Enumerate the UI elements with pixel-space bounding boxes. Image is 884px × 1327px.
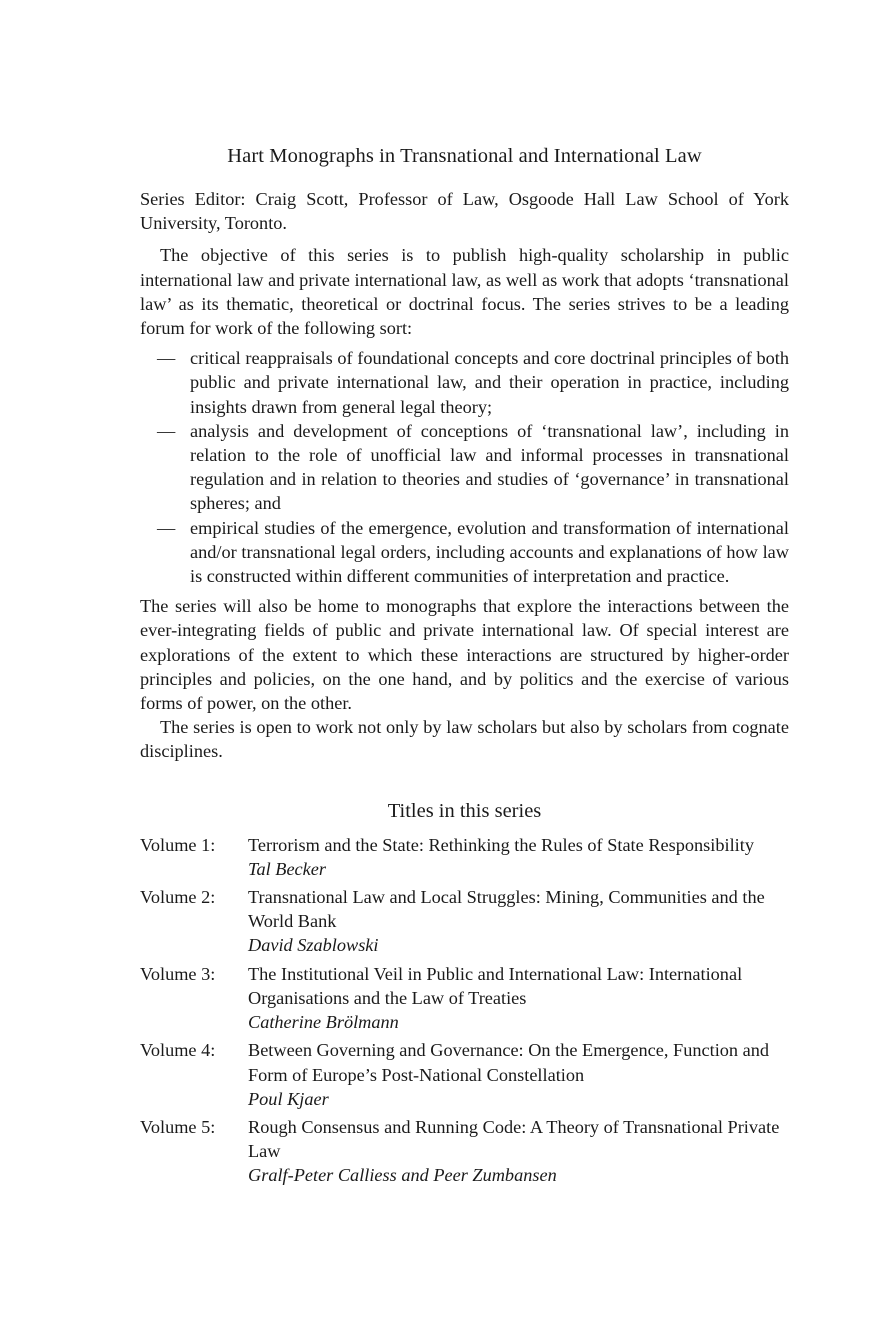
- volume-label: Volume 3:: [140, 963, 216, 984]
- dash-mark: —: [157, 420, 176, 441]
- dash-mark: —: [157, 348, 176, 369]
- volume-entry: [140, 1115, 789, 1188]
- volume-entry: [140, 1038, 789, 1111]
- objective-paragraph: The objective of this series is to publish high-quality scholarship in public international law and private international law, as well as work that adopts ‘transnational law’ as its thematic, theoretical or doctrinal focus. The series strives to be a leading forum for work of the following sort:: [140, 245, 789, 339]
- volume-author: David Szablowski: [248, 935, 379, 956]
- volume-author: Catherine Brölmann: [248, 1012, 399, 1033]
- list-item: [140, 346, 789, 419]
- volume-label: Volume 2:: [140, 887, 216, 908]
- focus-list: [140, 346, 789, 588]
- volume-author: Gralf-Peter Calliess and Peer Zumbansen: [248, 1165, 557, 1186]
- list-item-text: critical reappraisals of foundational concepts and core doctrinal principles of both public and private international law, and their operation in practice, including insights drawn from general legal theory;: [190, 348, 789, 417]
- volume-label: Volume 5:: [140, 1116, 216, 1137]
- volume-entry: [140, 885, 789, 958]
- list-item-text: empirical studies of the emergence, evolution and transformation of international and/or transnational legal orders, including accounts and explanations of how law is constructed within different communities of interpretation and practice.: [190, 517, 789, 587]
- series-title: Hart Monographs in Transnational and International Law: [227, 145, 702, 167]
- volume-title: Terrorism and the State: Rethinking the Rules of State Responsibility: [248, 834, 754, 855]
- open-paragraph: The series is open to work not only by law scholars but also by scholars from cognate disciplines.: [140, 717, 789, 762]
- volume-author: Tal Becker: [248, 858, 327, 879]
- volume-title: The Institutional Veil in Public and International Law: International Organisations and the Law of Treaties: [248, 963, 743, 1008]
- dash-mark: —: [157, 517, 176, 538]
- list-item-text: analysis and development of conceptions of ‘transnational law’, including in relation to the role of unofficial law and informal processes in transnational regulation and in relation to theories and studies of ‘governance’ in transnational spheres; and: [190, 420, 789, 514]
- volume-title: Between Governing and Governance: On the Emergence, Function and Form of Europe’s Post-National Constellation: [248, 1040, 770, 1085]
- volume-title: Rough Consensus and Running Code: A Theory of Transnational Private Law: [248, 1116, 780, 1162]
- volume-author: Poul Kjaer: [248, 1088, 329, 1109]
- volume-label: Volume 4:: [140, 1040, 216, 1061]
- volume-title: Transnational Law and Local Struggles: Mining, Communities and the World Bank: [248, 887, 765, 932]
- series-editor: Series Editor: Craig Scott, Professor of Law, Osgoode Hall Law School of York University, Toronto.: [140, 189, 789, 234]
- list-item: [140, 419, 789, 516]
- page-body: [140, 140, 789, 1192]
- volume-entry: [140, 833, 789, 881]
- volume-entry: [140, 962, 789, 1035]
- titles-heading: Titles in this series: [387, 799, 542, 822]
- monographs-paragraph: The series will also be home to monographs that explore the interactions between the ever-integrating fields of public and private international law. Of special interest are explorations of the extent to which these interactions are structured by higher-order principles and policies, on the one hand, and by politics and the exercise of various forms of power, on the other.: [140, 596, 789, 714]
- list-item: [140, 516, 789, 589]
- volume-label: Volume 1:: [140, 834, 216, 855]
